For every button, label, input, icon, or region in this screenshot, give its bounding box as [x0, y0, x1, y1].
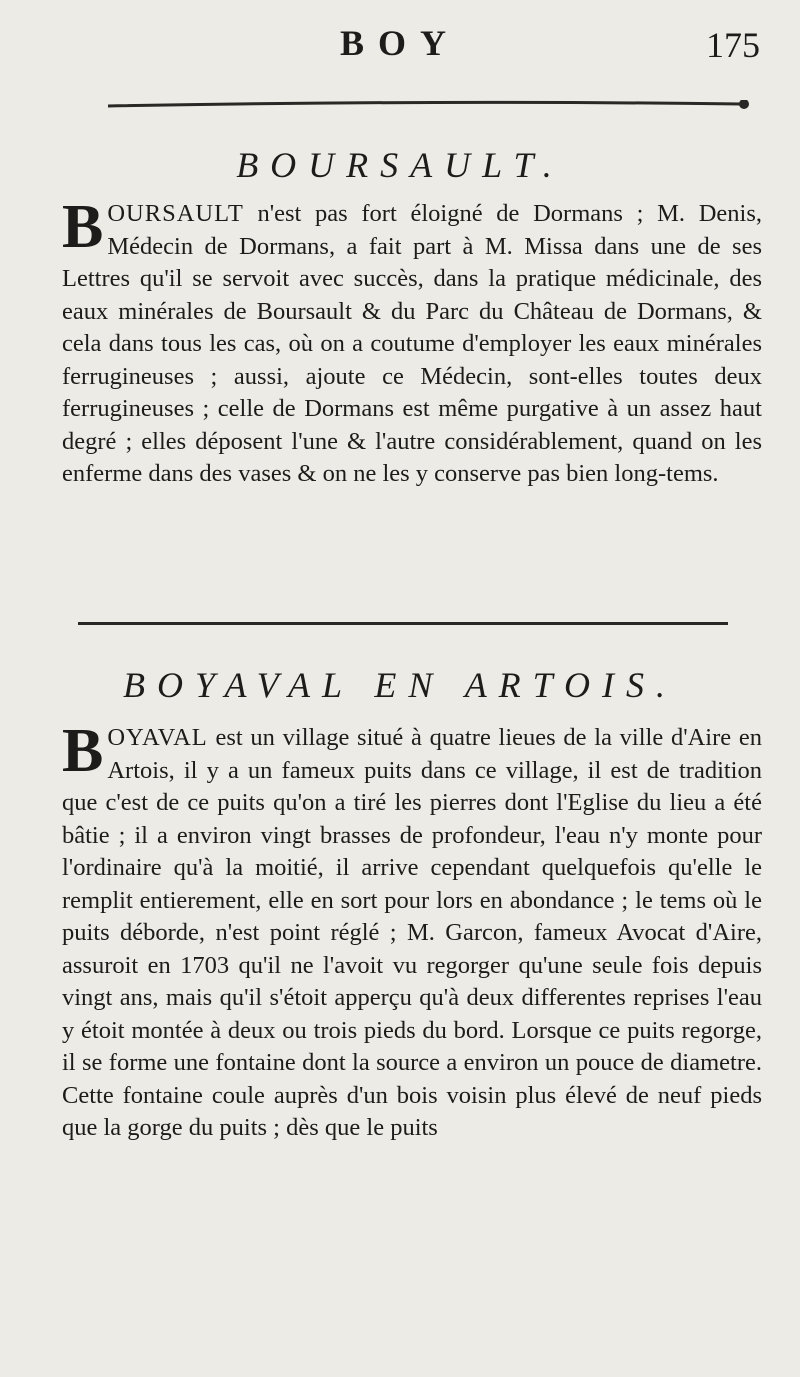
running-head	[0, 14, 800, 64]
lead-word: OYAVAL	[107, 724, 208, 751]
section-divider-rule	[78, 622, 728, 625]
running-title: BOY	[339, 23, 460, 63]
paragraph-text: est un village situé à quatre lieues de la ville d'Aire en Artois, il y a un fameux puits dans ce village, il est de tradition que c'est de ce puits qu'on a tiré les pierres dont l'Eglise du lieu a été bâtie ; il a environ vingt brasses de profondeur, l'eau n'y monte pour l'ordinaire qu'à la moitié, il arrive cependant quelquefois qu'elle le remplit entierement, elle en sort pour lors en abondance ; le tems où le puits déborde, n'est point réglé ; M. Garcon, fameux Avocat d'Aire, assuroit en 1703 qu'il ne l'avoit vu regorger qu'une seule fois depuis vingt ans, mais qu'il s'étoit apperçu qu'à deux differentes reprises l'eau y étoit montée à deux ou trois pieds du bord. Lorsque ce puits regorge, il se forme une fontaine dont la source a environ un pouce de diametre. Cette fontaine coule auprès d'un bois voisin plus élevé de neuf pieds que la gorge du puits ; dès que le puits	[62, 724, 762, 1141]
drop-cap: B	[62, 717, 104, 785]
section-body-boursault	[62, 193, 762, 491]
drop-cap: B	[62, 193, 104, 261]
section-title-boyaval: BOYAVAL EN ARTOIS.	[122, 665, 678, 705]
page-number: 175	[706, 25, 760, 65]
ornamental-rule	[106, 100, 751, 110]
section-body-boyaval	[62, 717, 762, 1145]
paragraph-text: n'est pas fort éloigné de Dormans ; M. Denis, Médecin de Dormans, a fait part à M. Missa dans une de ses Lettres qu'il se servoit avec succès, dans la pratique médicinale, des eaux minérales de Boursault & du Parc du Château de Dormans, & cela dans tous les cas, où on a coutume d'employer les eaux minérales ferrugineuses ; aussi, ajoute ce Médecin, sont-elles toutes deux ferrugineuses ; celle de Dormans est même purgative à un assez haut degré ; elles déposent l'une & l'autre considérablement, quand on les enferme dans des vases & on ne les y conserve pas bien long-tems.	[62, 200, 762, 487]
lead-word: OURSAULT	[107, 200, 244, 227]
section-title-boursault: BOURSAULT.	[236, 145, 564, 185]
